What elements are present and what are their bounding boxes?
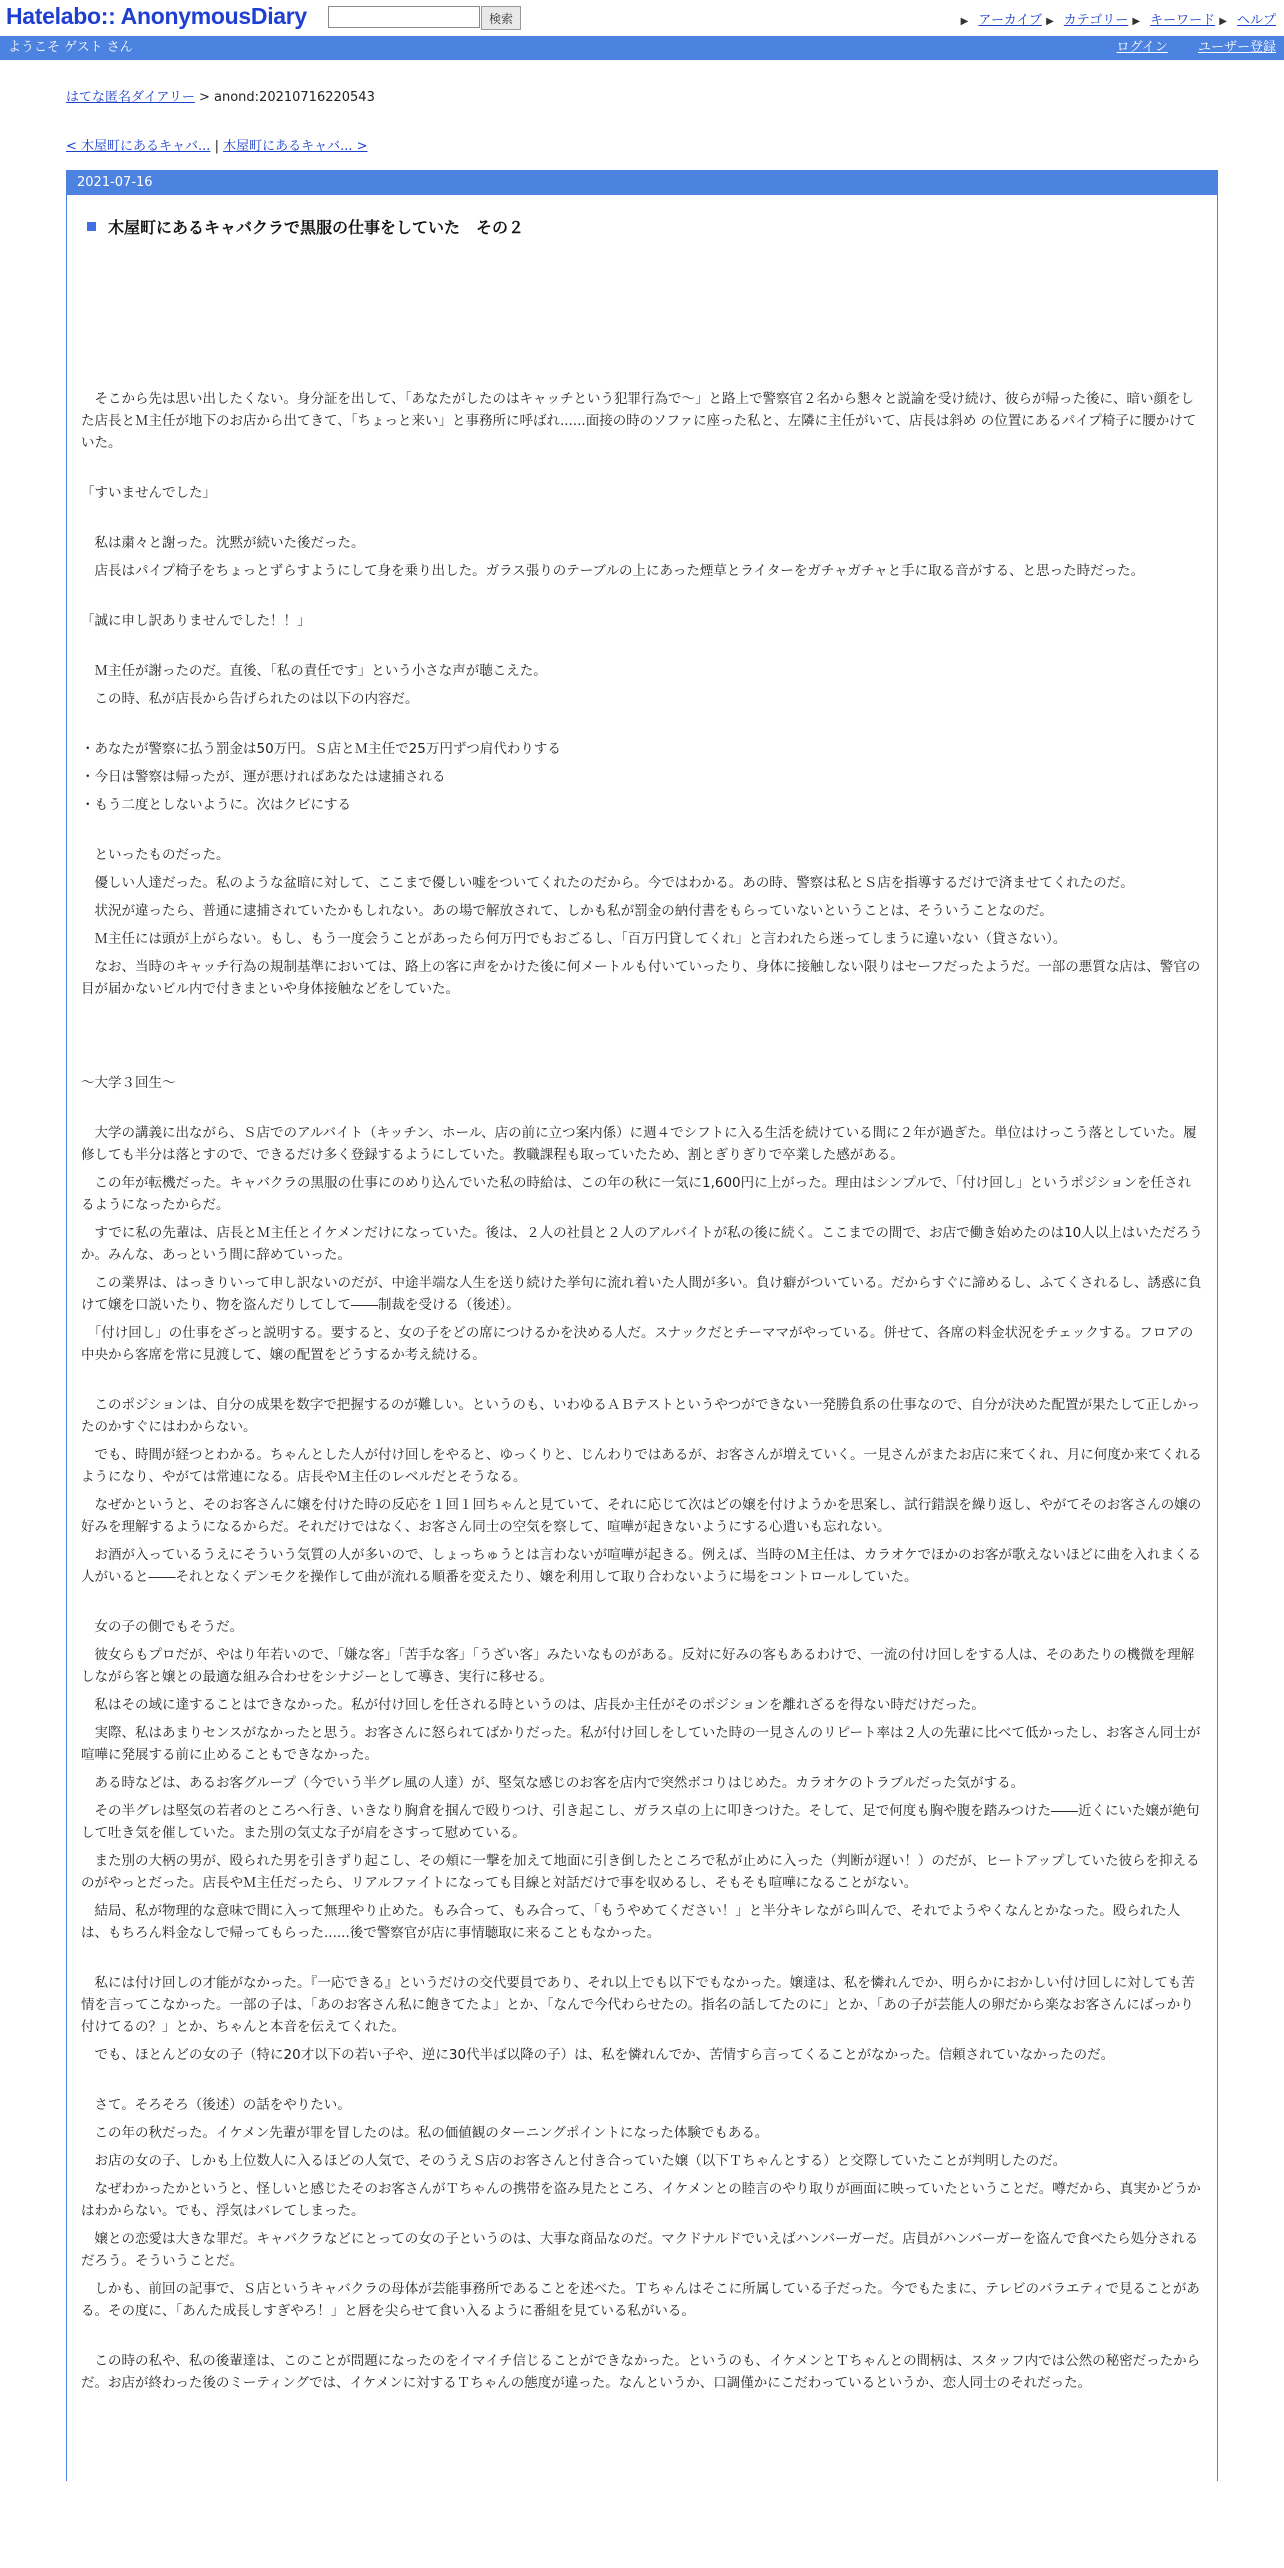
entry-paragraph: すでに私の先輩は、店長とＭ主任とイケメンだけになっていた。後は、２人の社員と２人のアルバイトが私の後に続く。ここまでの間で、お店で働き始めたのは10人以上はいただろうか。みんな、あっという間に辞めていった。 [81, 1225, 1203, 1263]
blank-line [81, 2328, 1203, 2350]
main-content [66, 86, 1218, 2481]
entry-body [81, 388, 1203, 2394]
entry-paragraph: 彼女らもプロだが、やはり年若いので、「嫌な客」「苦手な客」「うざい客」みたいなものがある。反対に好みの客もあるわけで、一流の付け回しをする人は、そのあたりの機微を理解しながら客と嬢との最適な組み合わせをシナジーとして導き、実行に移せる。 [81, 1647, 1195, 1685]
entry-paragraph: 嬢との恋愛は大きな罪だ。キャバクラなどにとっての女の子というのは、大事な商品なのだ。マクドナルドでいえばハンバーガーだ。店員がハンバーガーを盗んで食べたら処分されるだろう。そういうことだ。 [81, 2231, 1199, 2269]
entry-paragraph: なぜかというと、そのお客さんに嬢を付けた時の反応を１回１回ちゃんと見ていて、それに応じて次はどの嬢を付けようかを思案し、試行錯誤を繰り返し、やがてそのお客さんの嬢の好みを理解するようになるからだ。それだけではなく、お客さん同士の空気を察して、喧嘩が起きないようにする心遣いも忘れない。 [81, 1497, 1202, 1535]
blank-line [81, 588, 1203, 610]
entry-paragraph: ・今日は警察は帰ったが、運が悪ければあなたは逮捕される [81, 769, 446, 785]
entry-paragraph: お酒が入っているうえにそういう気質の人が多いので、しょっちゅうとは言わないが喧嘩が起きる。例えば、当時のＭ主任は、カラオケでほかのお客が歌えないほどに曲を入れまくる人がいると――それとなくデンモクを操作して曲が流れる順番を変えたり、嬢を利用して取り合わないように場をコントロールしていた。 [81, 1547, 1201, 1585]
entry-paragraph: この時の私や、私の後輩達は、このことが問題になったのをイマイチ信じることができなかった。というのも、イケメンとＴちゃんとの間柄は、スタッフ内では公然の秘密だったからだ。お店が終わった後のミーティングでは、イケメンに対するＴちゃんの態度が違った。なんというか、口調僅かにこだわっているというか、恋人同士のそれだった。 [81, 2353, 1201, 2391]
site-logo[interactable]: Hatelabo:: AnonymousDiary [6, 3, 307, 29]
entry-paragraph: ある時などは、あるお客グループ（今でいう半グレ風の人達）が、堅気な感じのお客を店内で突然ボコりはじめた。カラオケのトラブルだった気がする。 [81, 1775, 1025, 1791]
entry-paragraph: Ｍ主任には頭が上がらない。もし、もう一度会うことがあったら何万円でもおごるし、「百万円貸してくれ」と言われたら迷ってしまうに違いない（貸さない）。 [81, 931, 1067, 947]
day-box [66, 170, 1218, 2481]
entry-paragraph: さて。そろそろ（後述）の話をやりたい。 [81, 2097, 351, 2113]
search-button[interactable]: 検索 [481, 6, 521, 30]
blank-line [81, 716, 1203, 738]
top-bar [0, 0, 1284, 36]
nav-arrow-icon: ▶ [1132, 16, 1141, 27]
prev-entry-link[interactable]: < 木屋町にあるキャバ... [66, 139, 211, 154]
entry-paragraph: 女の子の側でもそうだ。 [81, 1619, 243, 1635]
register-link[interactable]: ユーザー登録 [1197, 40, 1276, 55]
entry-paragraph: この業界は、はっきりいって申し訳ないのだが、中途半端な人生を送り続けた挙句に流れ着いた人間が多い。負け癖がついている。だからすぐに諦めるし、ふてくされるし、誘惑に負けて嬢を口説いたり、物を盗んだりしてして――制裁を受ける（後述）。 [81, 1275, 1202, 1313]
entry-paragraph: 状況が違ったら、普通に逮捕されていたかもしれない。あの場で解放されて、しかも私が罰金の納付書をもらっていないということは、そういうことなのだ。 [81, 903, 1053, 919]
entry-title-row [81, 215, 1203, 238]
entry-paragraph: でも、ほとんどの女の子（特に20才以下の若い子や、逆に30代半ば以降の子）は、私を憐れんでか、苦情すら言ってくることがなかった。信頼されていなかったのだ。 [81, 2047, 1115, 2063]
welcome-text: ようこそ ゲスト さん [8, 40, 133, 55]
entry-paragraph: この時、私が店長から告げられたのは以下の内容だ。 [81, 691, 419, 707]
nav-arrow-icon: ▶ [960, 16, 969, 27]
entry-paragraph: 優しい人達だった。私のような盆暗に対して、ここまで優しい嘘をついてくれたのだから。今ではわかる。あの時、警察は私とＳ店を指導するだけで済ませてくれたのだ。 [81, 875, 1134, 891]
nav-archive[interactable]: アーカイブ [978, 13, 1042, 28]
account-links [1090, 36, 1276, 60]
nav-category[interactable]: カテゴリー [1063, 13, 1129, 28]
entry-paragraph: 私はその域に達することはできなかった。私が付け回しを任される時というのは、店長か主任がそのポジションを離れざるを得ない時だけだった。 [81, 1697, 985, 1713]
day-header [67, 171, 1217, 195]
entry-paragraph: なお、当時のキャッチ行為の規制基準においては、路上の客に声をかけた後に何メートルも付いていったり、身体に接触しない限りはセーフだったようだ。一部の悪質な店は、警官の目が届かないビル内で付きまといや身体接触などをしていた。 [81, 959, 1201, 997]
nav-keyword[interactable]: キーワード [1150, 13, 1216, 28]
entry-paragraph: ～大学３回生～ [81, 1075, 176, 1091]
breadcrumb-current: anond:20210716220543 [214, 90, 375, 105]
login-link[interactable]: ログイン [1116, 40, 1168, 55]
entry-paragraph: 結局、私が物理的な意味で間に入って無理やり止めた。もみ合って、もみ合って、「もうやめてください！」と半分キレながら叫んで、それでようやくなんとかなった。殴られた人は、もちろん料金なしで帰ってもらった......後で警察官が店に事情聴取に来ることもなかった。 [81, 1903, 1181, 1941]
blank-line [81, 1594, 1203, 1616]
entry-paragraph: その半グレは堅気の若者のところへ行き、いきなり胸倉を掴んで殴りつけ、引き起こし、ガラス卓の上に叩きつけた。そして、足で何度も胸や腹を踏みつけた――近くにいた嬢が絶句して吐き気を催していた。また別の気丈な子が肩をさすって慰めている。 [81, 1803, 1200, 1841]
entry-paragraph: 私には付け回しの才能がなかった。『一応できる』というだけの交代要員であり、それ以上でも以下でもなかった。嬢達は、私を憐れんでか、明らかにおかしい付け回しに対しても苦情を言ってこなかった。一部の子は、「あのお客さん私に飽きてたよ」とか、「なんで今代わらせたの。指名の話してたのに」とか、「あの子が芸能人の卵だから楽なお客さんにばっかり付けてるの？」とか、ちゃんと本音を伝えてくれた。 [81, 1975, 1195, 2035]
entry-paragraph: 私は粛々と謝った。沈黙が続いた後だった。 [81, 535, 365, 551]
breadcrumb-separator: > [194, 90, 215, 105]
square-bullet-icon[interactable] [87, 222, 96, 231]
pager-separator: | [210, 139, 224, 154]
blank-line [81, 822, 1203, 844]
entry-paragraph: そこから先は思い出したくない。身分証を出して、「あなたがしたのはキャッチという犯罪行為で～」と路上で警察官２名から懇々と説諭を受け続け、彼らが帰った後に、暗い顔をした店長とＭ主任が地下のお店から出てきて、「ちょっと来い」と事務所に呼ばれ......面接の時のソファに座った私と、左隣に主任がいて、店長は斜め の位置にあるパイプ椅子に腰かけていた。 [81, 391, 1197, 451]
entry-title: 木屋町にあるキャバクラで黒服の仕事をしていた その２ [108, 218, 525, 237]
entry-section [67, 215, 1217, 2394]
entry-paragraph: なぜわかったかというと、怪しいと感じたそのお客さんがＴちゃんの携帯を盗み見たところ、イケメンとの睦言のやり取りが画面に映っていたということだ。噂だから、真実かどうかはわからない。でも、浮気はバレてしまった。 [81, 2181, 1201, 2219]
entry-paragraph: このポジションは、自分の成果を数字で把握するのが難しい。というのも、いわゆるＡＢテストというやつができない一発勝負系の仕事なので、自分が決めた配置が果たして正しかったのかすぐにはわからない。 [81, 1397, 1201, 1435]
blank-line [81, 1006, 1203, 1028]
entry-paragraph: でも、時間が経つとわかる。ちゃんとした人が付け回しをやると、ゆっくりと、じんわりではあるが、お客さんが増えていく。一見さんがまたお店に来てくれ、月に何度か来てくれるようになり、やがては常連になる。店長やＭ主任のレベルだとそうなる。 [81, 1447, 1202, 1485]
entry-paragraph: ・あなたが警察に払う罰金は50万円。Ｓ店とＭ主任で25万円ずつ肩代わりする [81, 741, 561, 757]
blank-line [81, 510, 1203, 532]
entry-paragraph: しかも、前回の記事で、Ｓ店というキャバクラの母体が芸能事務所であることを述べた。Ｔちゃんはそこに所属している子だった。今でもたまに、テレビのバラエティで見ることがある。その度に、「あんた成長しすぎやろ！」と唇を尖らせて食い入るように番組を見ている私がいる。 [81, 2281, 1200, 2319]
blank-line [81, 1100, 1203, 1122]
nav-help[interactable]: ヘルプ [1236, 13, 1276, 28]
entry-paragraph: Ｍ主任が謝ったのだ。直後、「私の責任です」という小さな声が聴こえた。 [81, 663, 547, 679]
blank-line [81, 2072, 1203, 2094]
breadcrumb-root-link[interactable]: はてな匿名ダイアリー [66, 90, 195, 105]
entry-paragraph: お店の女の子、しかも上位数人に入るほどの人気で、そのうえＳ店のお客さんと付き合っていた嬢（以下Ｔちゃんとする）と交際していたことが判明したのだ。 [81, 2153, 1067, 2169]
search-input[interactable] [328, 6, 480, 28]
blank-line [81, 638, 1203, 660]
entry-paragraph: この年が転機だった。キャバクラの黒服の仕事にのめり込んでいた私の時給は、この年の秋に一気に1,600円に上がった。理由はシンプルで、「付け回し」というポジションを任されるようになったからだ。 [81, 1175, 1192, 1213]
blank-line [81, 460, 1203, 482]
entry-paragraph: 店長はパイプ椅子をちょっとずらすようにして身を乗り出した。ガラス張りのテーブルの上にあった煙草とライターをガチャガチャと手に取る音がする、と思った時だった。 [81, 563, 1145, 579]
entry-paragraph: この年の秋だった。イケメン先輩が罪を冒したのは。私の価値観のターニングポイントになった体験でもある。 [81, 2125, 769, 2141]
breadcrumb [66, 86, 1218, 105]
entry-paragraph: ・もう二度としないように。次はクビにする [81, 797, 351, 813]
blank-line [81, 1950, 1203, 1972]
entry-paragraph: 「誠に申し訳ありませんでした！！」 [81, 613, 311, 629]
nav-arrow-icon: ▶ [1219, 16, 1227, 27]
entry-paragraph: といったものだった。 [81, 847, 230, 863]
top-nav [961, 9, 1276, 28]
nav-arrow-icon: ▶ [1046, 16, 1054, 27]
next-entry-link[interactable]: 木屋町にあるキャバ... > [223, 139, 368, 154]
entry-pager [66, 135, 1218, 154]
entry-paragraph: 「付け回し」の仕事をざっと説明する。要すると、女の子をどの席につけるかを決める人だ。スナックだとチーママがやっている。併せて、各席の料金状況をチェックする。フロアの中央から客席を常に見渡して、嬢の配置をどうするか考え続ける。 [81, 1325, 1194, 1363]
entry-paragraph: 大学の講義に出ながら、Ｓ店でのアルバイト（キッチン、ホール、店の前に立つ案内係）に週４でシフトに入る生活を続けている間に２年が過ぎた。単位はけっこう落としていた。履修しても半分は落とすので、できるだけ多く登録するようにしていた。教職課程も取っていたため、割とぎりぎりで卒業した感がある。 [81, 1125, 1197, 1163]
entry-paragraph: 実際、私はあまりセンスがなかったと思う。お客さんに怒られてばかりだった。私が付け回しをしていた時の一見さんのリピート率は２人の先輩に比べて低かったし、お客さん同士が喧嘩に発展する前に止めることもできなかった。 [81, 1725, 1201, 1763]
blank-line [81, 1028, 1203, 1050]
entry-paragraph: 「すいませんでした」 [81, 485, 216, 501]
blank-line [81, 1050, 1203, 1072]
blank-line [81, 1372, 1203, 1394]
day-date-link[interactable]: 2021-07-16 [77, 175, 153, 190]
entry-paragraph: また別の大柄の男が、殴られた男を引きずり起こし、その頬に一撃を加えて地面に引き倒したところで私が止めに入った（判断が遅い！）のだが、ヒートアップしていた彼らを抑えるのがやっとだった。店長やＭ主任だったら、リアルファイトになっても目線と対話だけで事を収めるし、そもそも喧嘩になることがない。 [81, 1853, 1200, 1891]
welcome-bar [0, 36, 1284, 60]
